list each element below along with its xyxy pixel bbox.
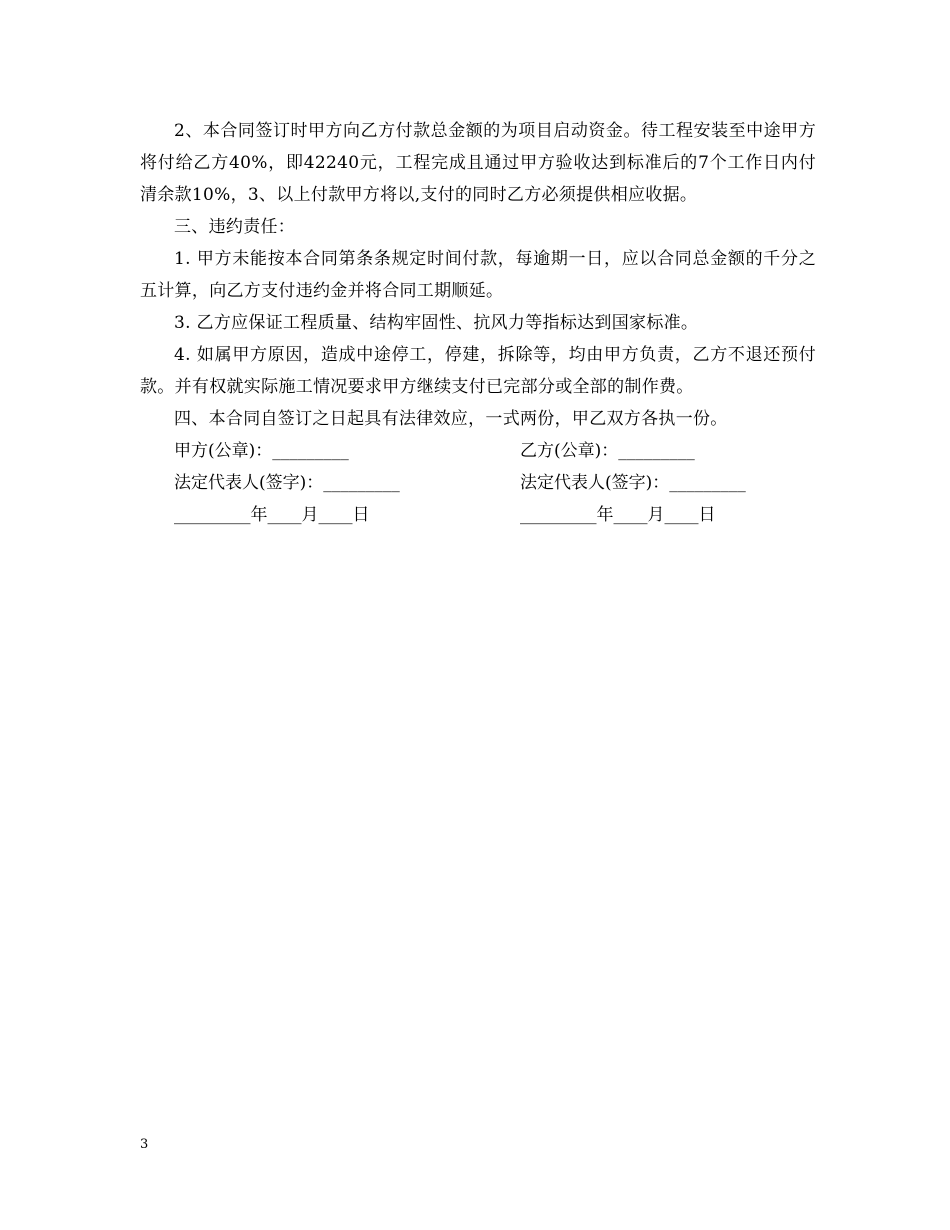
breach-clause-4: 4. 如属甲方原因，造成中途停工，停建，拆除等，均由甲方负责，乙方不退还预付款。并有权就实际施工情况要求甲方继续支付已完部分或全部的制作费。: [140, 345, 816, 397]
page-number: 3: [140, 1137, 149, 1152]
validity-clause: 四、本合同自签订之日起具有法律效应，一式两份，甲乙双方各执一份。: [174, 409, 728, 429]
party-a-date-field: _________年____月____日: [174, 505, 370, 525]
payment-clause-2: 2、本合同签订时甲方向乙方付款总金额的为项目启动资金。待工程安装至中途甲方将付给乙方40%，即42240元，工程完成且通过甲方验收达到标准后的7个工作日内付清余款10%，3、以上付款甲方将以,支付的同时乙方必须提供相应收据。: [140, 121, 816, 205]
party-b-date-field: _________年____月____日: [520, 505, 716, 525]
representative-row: [140, 467, 816, 499]
breach-liability-heading: 三、违约责任：: [174, 217, 296, 237]
contract-body: [140, 115, 816, 531]
party-b-representative-field: 法定代表人(签字)：_________: [520, 473, 746, 493]
party-b-seal-field: 乙方(公章)：_________: [520, 441, 695, 461]
breach-clause-3: 3. 乙方应保证工程质量、结构牢固性、抗风力等指标达到国家标准。: [174, 313, 699, 333]
breach-clause-1: 1. 甲方未能按本合同第条条规定时间付款，每逾期一日，应以合同总金额的千分之五计算，向乙方支付违约金并将合同工期顺延。: [140, 249, 816, 301]
seal-row: [140, 435, 816, 467]
date-row: [140, 499, 816, 531]
party-a-seal-field: 甲方(公章)：_________: [174, 441, 349, 461]
party-a-representative-field: 法定代表人(签字)：_________: [174, 473, 400, 493]
